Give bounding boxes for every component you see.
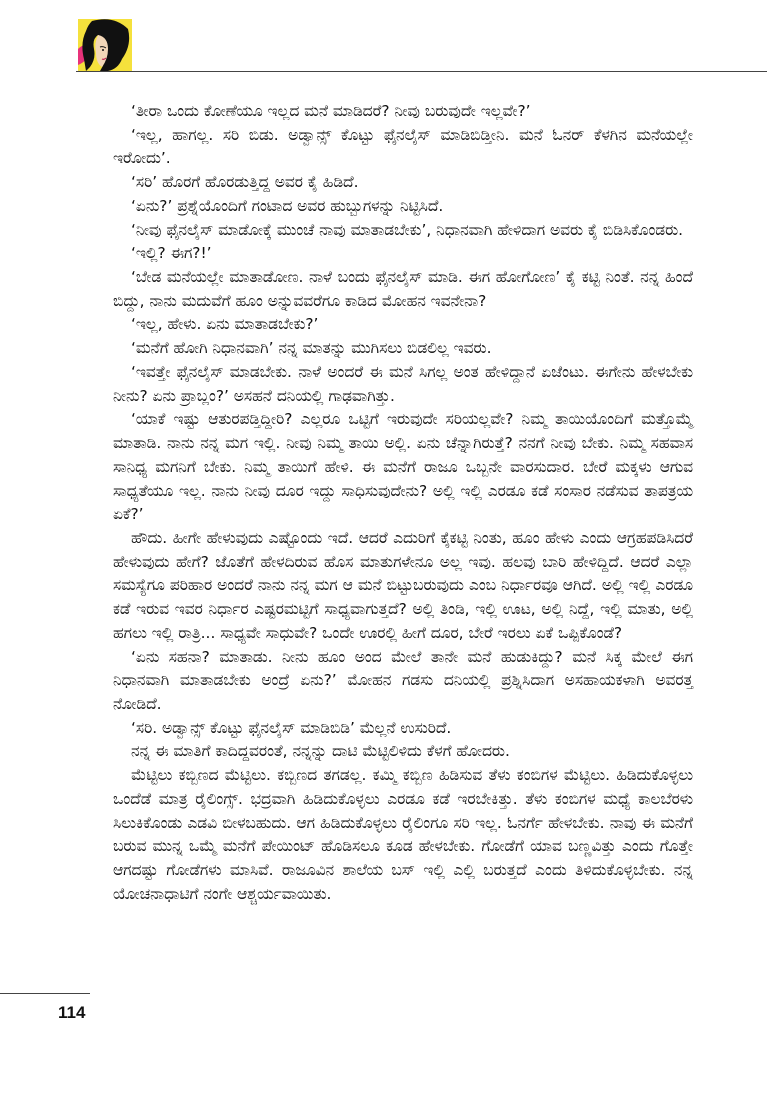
- page-number: 114: [58, 1003, 86, 1022]
- magazine-logo: [78, 19, 132, 71]
- paragraph: ‘ಇಲ್ಲ, ಹೇಳು. ಏನು ಮಾತಾಡಬೇಕು?’: [131, 315, 319, 334]
- paragraph: ಹೌದು. ಹೀಗೇ ಹೇಳುವುದು ಎಷ್ಟೊಂದು ಇದೆ. ಆದರೆ ಎದುರಿಗೆ ಕೈಕಟ್ಟಿ ನಿಂತು, ಹೂಂ ಹೇಳು ಎಂದು ಆಗ್ರಹಪಡಿಸಿದರೆ ಹೇಳುವುದು ಹೇಗೆ? ಜೊತೆಗೆ ಹೇಳದಿರುವ ಹೊಸ ಮಾತುಗಳೇನೂ ಅಲ್ಲ ಇವು. ಹಲವು ಬಾರಿ ಹೇಳಿದ್ದಿದೆ. ಆದರೆ ಎಲ್ಲಾ ಸಮಸ್ಯೆಗೂ ಪರಿಹಾರ ಅಂದರೆ ನಾನು ನನ್ನ ಮಗ ಆ ಮನೆ ಬಿಟ್ಟುಬರುವುದು ಎಂಬ ನಿರ್ಧಾರವೂ ಆಗಿದೆ. ಅಲ್ಲಿ ಇಲ್ಲಿ ಎರಡೂ ಕಡೆ ಇರುವ ಇವರ ನಿರ್ಧಾರ ಎಷ್ಟರಮಟ್ಟಿಗೆ ಸಾಧ್ಯವಾಗುತ್ತದೆ? ಅಲ್ಲಿ ತಿಂಡಿ, ಇಲ್ಲಿ ಊಟ, ಅಲ್ಲಿ ನಿದ್ದೆ, ಇಲ್ಲಿ ಮಾತು, ಅಲ್ಲಿ ಹಗಲು ಇಲ್ಲಿ ರಾತ್ರಿ... ಸಾಧ್ಯವೇ ಸಾಧುವೇ? ಒಂದೇ ಊರಲ್ಲಿ ಹೀಗೆ ದೂರ, ಬೇರೆ ಇರಲು ಏಕೆ ಒಪ್ಪಿಕೊಂಡೆ?: [113, 528, 693, 642]
- header-rule: [76, 71, 767, 72]
- paragraph: ಮೆಟ್ಟಿಲು ಕಬ್ಬಿಣದ ಮೆಟ್ಟಿಲು. ಕಬ್ಬಿಣದ ತಗಡಲ್ಲ. ಕಮ್ಮಿ ಕಬ್ಬಿಣ ಹಿಡಿಸುವ ತೆಳು ಕಂಬಿಗಳ ಮೆಟ್ಟಿಲು. ಹಿಡಿದುಕೊಳ್ಳಲು ಒಂದೆಡೆ ಮಾತ್ರ ರೈಲಿಂಗ್ಸ್. ಭದ್ರವಾಗಿ ಹಿಡಿದುಕೊಳ್ಳಲು ಎರಡೂ ಕಡೆ ಇರಬೇಕಿತ್ತು. ತೆಳು ಕಂಬಿಗಳ ಮಧ್ಯೆ ಕಾಲಬೆರಳು ಸಿಲುಕಿಕೊಂಡು ಎಡವಿ ಬೀಳಬಹುದು. ಆಗ ಹಿಡಿದುಕೊಳ್ಳಲು ರೈಲಿಂಗೂ ಸರಿ ಇಲ್ಲ. ಓನರ್ಗೆ ಹೇಳಬೇಕು. ನಾವು ಈ ಮನೆಗೆ ಬರುವ ಮುನ್ನ ಒಮ್ಮೆ ಮನೆಗೆ ಪೇಯಿಂಟ್ ಹೊಡಿಸಲೂ ಕೂಡ ಹೇಳಬೇಕು. ಗೋಡೆಗೆ ಯಾವ ಬಣ್ಣವಿತ್ತು ಎಂದು ಗೊತ್ತೇ ಆಗದಷ್ಟು ಗೋಡೆಗಳು ಮಾಸಿವೆ. ರಾಜೂವಿನ ಶಾಲೆಯ ಬಸ್ ಇಲ್ಲಿ ಎಲ್ಲಿ ಬರುತ್ತದೆ ಎಂದು ತಿಳಿದುಕೊಳ್ಳಬೇಕು. ನನ್ನ ಯೋಚನಾಧಾಟಿಗೆ ನಂಗೇ ಆಶ್ಚರ್ಯವಾಯಿತು.: [113, 766, 693, 903]
- paragraph: ನನ್ನ ಈ ಮಾತಿಗೆ ಕಾದಿದ್ದವರಂತೆ, ನನ್ನನ್ನು ದಾಟಿ ಮೆಟ್ಟಿಲಿಳಿದು ಕೆಳಗೆ ಹೋದರು.: [131, 742, 510, 761]
- paragraph: ‘ಬೇಡ ಮನೆಯಲ್ಲೇ ಮಾತಾಡೋಣ. ನಾಳೆ ಬಂದು ಫೈನಲೈಸ್ ಮಾಡಿ. ಈಗ ಹೋಗೋಣ’ ಕೈ ಕಟ್ಟಿ ನಿಂತೆ. ನನ್ನ ಹಿಂದೆ ಬಿದ್ದು, ನಾನು ಮದುವೆಗೆ ಹೂಂ ಅನ್ನುವವರೆಗೂ ಕಾಡಿದ ಮೋಹನ ಇವನೇನಾ?: [113, 268, 693, 310]
- paragraph: ‘ಏನು ಸಹನಾ? ಮಾತಾಡು. ನೀನು ಹೂಂ ಅಂದ ಮೇಲೆ ತಾನೇ ಮನೆ ಹುಡುಕಿದ್ದು? ಮನೆ ಸಿಕ್ಕ ಮೇಲೆ ಈಗ ನಿಧಾನವಾಗಿ ಮಾತಾಡಬೇಕು ಅಂದ್ರೆ ಏನು?’ ಮೋಹನ ಗಡಸು ದನಿಯಲ್ಲಿ ಪ್ರಶ್ನಿಸಿದಾಗ ಅಸಹಾಯಕಳಾಗಿ ಅವರತ್ತ ನೋಡಿದೆ.: [113, 647, 693, 713]
- paragraph: ‘ಮನೆಗೆ ಹೋಗಿ ನಿಧಾನವಾಗಿ’ ನನ್ನ ಮಾತನ್ನು ಮುಗಿಸಲು ಬಿಡಲಿಲ್ಲ ಇವರು.: [131, 339, 492, 358]
- paragraph: ‘ಯಾಕೆ ಇಷ್ಟು ಆತುರಪಡ್ತಿದ್ದೀರಿ? ಎಲ್ಲರೂ ಒಟ್ಟಿಗೆ ಇರುವುದೇ ಸರಿಯಲ್ಲವೇ? ನಿಮ್ಮ ತಾಯಿಯೊಂದಿಗೆ ಮತ್ತೊಮ್ಮೆ ಮಾತಾಡಿ. ನಾನು ನನ್ನ ಮಗ ಇಲ್ಲಿ. ನೀವು ನಿಮ್ಮ ತಾಯಿ ಅಲ್ಲಿ. ಏನು ಚೆನ್ನಾಗಿರುತ್ತೆ? ನನಗೆ ನೀವು ಬೇಕು. ನಿಮ್ಮ ಸಹವಾಸ ಸಾನಿಧ್ಯ ಮಗನಿಗೆ ಬೇಕು. ನಿಮ್ಮ ತಾಯಿಗೆ ಹೇಳಿ. ಈ ಮನೆಗೆ ರಾಜೂ ಒಬ್ಬನೇ ವಾರಸುದಾರ. ಬೇರೆ ಮಕ್ಕಳು ಆಗುವ ಸಾಧ್ಯತೆಯೂ ಇಲ್ಲ. ನಾನು ನೀವು ದೂರ ಇದ್ದು ಸಾಧಿಸುವುದೇನು? ಅಲ್ಲಿ ಇಲ್ಲಿ ಎರಡೂ ಕಡೆ ಸಂಸಾರ ನಡೆಸುವ ತಾಪತ್ರಯ ಏಕೆ?’: [113, 410, 693, 524]
- paragraph: ‘ಏನು?’ ಪ್ರಶ್ನೆಯೊಂದಿಗೆ ಗಂಟಾದ ಅವರ ಹುಬ್ಬುಗಳನ್ನು ನಿಟ್ಟಿಸಿದೆ.: [131, 196, 444, 215]
- woman-face-logo-icon: [78, 19, 132, 71]
- paragraph: ‘ತೀರಾ ಒಂದು ಕೋಣೆಯೂ ಇಲ್ಲದ ಮನೆ ಮಾಡಿದರೆ? ನೀವು ಬರುವುದೇ ಇಲ್ಲವೇ?’: [131, 102, 531, 120]
- paragraph: ‘ಇಲ್ಲ, ಹಾಗಲ್ಲ. ಸರಿ ಬಿಡು. ಅಡ್ವಾನ್ಸ್ ಕೊಟ್ಟು ಫೈನಲೈಸ್ ಮಾಡಿಬಿಡ್ತೀನಿ. ಮನೆ ಓನರ್ ಕೆಳಗಿನ ಮನೆಯಲ್ಲೇ ಇರೋದು’.: [113, 125, 693, 168]
- paragraph: ‘ಇಲ್ಲಿ? ಈಗ?!’: [131, 244, 212, 263]
- paragraph: ‘ನೀವು ಫೈನಲೈಸ್ ಮಾಡೋಕ್ಕೆ ಮುಂಚೆ ನಾವು ಮಾತಾಡಬೇಕು’, ನಿಧಾನವಾಗಿ ಹೇಳಿದಾಗ ಅವರು ಕೈ ಬಿಡಿಸಿಕೊಂಡರು.: [131, 220, 684, 239]
- paragraph: ‘ಇವತ್ತೇ ಫೈನಲೈಸ್ ಮಾಡಬೇಕು. ನಾಳೆ ಅಂದರೆ ಈ ಮನೆ ಸಿಗಲ್ಲ ಅಂತ ಹೇಳಿದ್ದಾನೆ ಏಜೆಂಟು. ಈಗೇನು ಹೇಳಬೇಕು ನೀನು? ಏನು ಪ್ರಾಬ್ಲಂ?’ ಅಸಹನೆ ದನಿಯಲ್ಲಿ ಗಾಢವಾಗಿತ್ತು.: [113, 362, 693, 405]
- paragraph: ‘ಸರಿ’ ಹೊರಗೆ ಹೊರಡುತ್ತಿದ್ದ ಅವರ ಕೈ ಹಿಡಿದೆ.: [131, 173, 359, 192]
- paragraph: ‘ಸರಿ. ಅಡ್ವಾನ್ಸ್ ಕೊಟ್ಟು ಫೈನಲೈಸ್ ಮಾಡಿಬಿಡಿ’ ಮೆಲ್ಲನೆ ಉಸುರಿದೆ.: [131, 718, 452, 737]
- footer-rule: [0, 993, 90, 994]
- story-body: [113, 100, 693, 906]
